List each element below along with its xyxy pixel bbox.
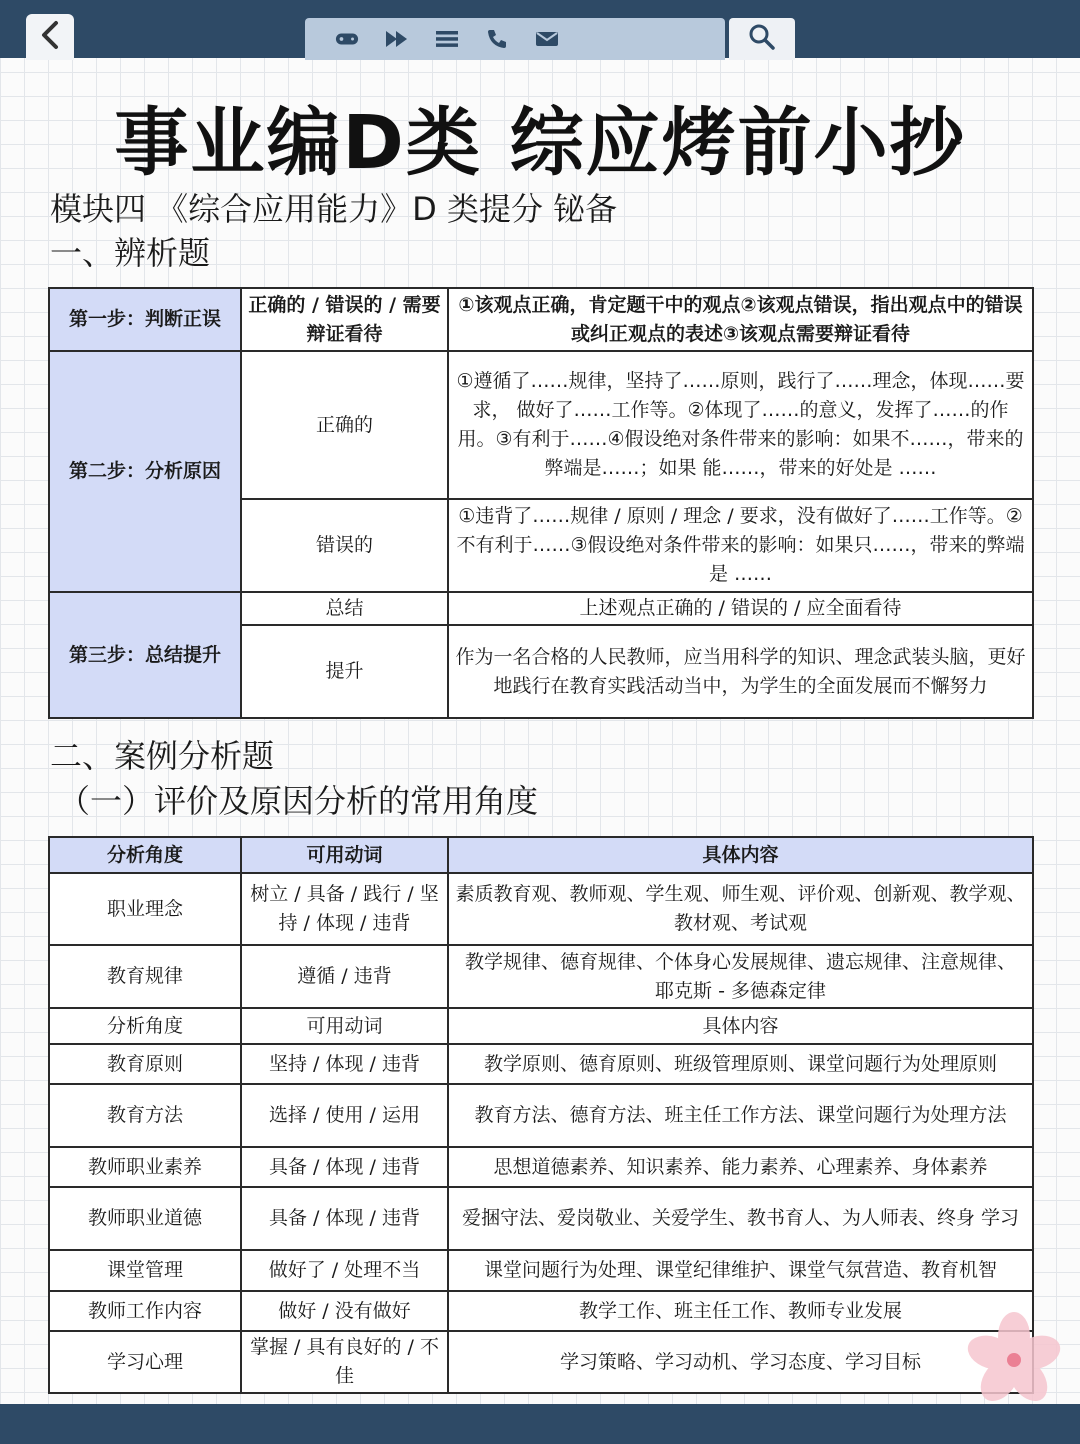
table-cell: 上述观点正确的 / 错误的 / 应全面看待 xyxy=(448,592,1033,625)
phone-icon[interactable] xyxy=(485,30,509,48)
table-cell: 学习心理 xyxy=(49,1331,241,1393)
column-header: 分析角度 xyxy=(49,837,241,873)
table-row xyxy=(49,1291,1033,1331)
section-2-title: 二、案例分析题 xyxy=(50,737,275,775)
back-button[interactable] xyxy=(26,14,74,60)
section-1-title: 一、辨析题 xyxy=(50,234,211,272)
table-row xyxy=(49,592,1033,625)
table-header-row xyxy=(49,837,1033,873)
table-cell: 职业理念 xyxy=(49,873,241,945)
table-cell: 具备 / 体现 / 违背 xyxy=(241,1147,448,1187)
table-cell: 教学规律、德育规律、个体身心发展规律、遗忘规律、注意规律、 耶克斯 - 多德森定律 xyxy=(448,945,1033,1008)
table-row xyxy=(49,1187,1033,1250)
analysis-steps-table xyxy=(48,287,1034,719)
table-row xyxy=(49,351,1033,499)
table-cell: 教师职业道德 xyxy=(49,1187,241,1250)
table-cell: 教育方法、德育方法、班主任工作方法、课堂问题行为处理方法 xyxy=(448,1084,1033,1147)
table-row xyxy=(49,1147,1033,1187)
table-row xyxy=(49,873,1033,945)
table-cell: 错误的 xyxy=(241,499,448,592)
section-2-subtitle: （一）评价及原因分析的常用角度 xyxy=(58,782,539,820)
table-cell: 教育方法 xyxy=(49,1084,241,1147)
list-icon[interactable] xyxy=(435,30,459,48)
table-cell: 做好 / 没有做好 xyxy=(241,1291,448,1331)
gamepad-icon[interactable] xyxy=(335,30,359,48)
table-cell: 具体内容 xyxy=(448,1008,1033,1044)
table-cell: 学习策略、学习动机、学习态度、学习目标 xyxy=(448,1331,1033,1393)
table-cell: 教师工作内容 xyxy=(49,1291,241,1331)
search-icon xyxy=(748,23,776,55)
table-cell: 素质教育观、教师观、学生观、师生观、评价观、创新观、教学观、 教材观、考试观 xyxy=(448,873,1033,945)
table-row xyxy=(49,1250,1033,1291)
table-cell: 提升 xyxy=(241,625,448,718)
table-row xyxy=(49,1008,1033,1044)
table-cell: 做好了 / 处理不当 xyxy=(241,1250,448,1291)
table-cell: ①遵循了……规律，坚持了……原则，践行了……理念，体现……要求， 做好了……工作等。②体现了……的意义，发挥了……的作用。③有利于……④假设绝对条件带来的影响：如果不……，带来的弊端是……；如果 能……，带来的好处是 …… xyxy=(448,351,1033,499)
table-cell: 可用动词 xyxy=(241,1008,448,1044)
table-cell: 课堂问题行为处理、课堂纪律维护、课堂气氛营造、教育机智 xyxy=(448,1250,1033,1291)
table-row xyxy=(49,945,1033,1008)
table-row xyxy=(49,1044,1033,1084)
toolbar xyxy=(305,18,725,60)
table-cell: 教学原则、德育原则、班级管理原则、课堂问题行为处理原则 xyxy=(448,1044,1033,1084)
table-cell: 树立 / 具备 / 践行 / 坚持 / 体现 / 违背 xyxy=(241,873,448,945)
table-cell: 教育原则 xyxy=(49,1044,241,1084)
page-title: 事业编D类 综应烤前小抄 xyxy=(114,100,966,186)
table-cell: 课堂管理 xyxy=(49,1250,241,1291)
table-cell: 作为一名合格的人民教师，应当用科学的知识、理念武装头脑，更好 地践行在教育实践活动当中，为学生的全面发展而不懈努力 xyxy=(448,625,1033,718)
step-2-label: 第二步：分析原因 xyxy=(49,351,241,592)
table-row xyxy=(49,1084,1033,1147)
table-cell: 思想道德素养、知识素养、能力素养、心理素养、身体素养 xyxy=(448,1147,1033,1187)
table-cell: ①违背了……规律 / 原则 / 理念 / 要求，没有做好了……工作等。②不有利于……③假设绝对条件带来的影响：如果只……，带来的弊端是 …… xyxy=(448,499,1033,592)
table-cell: 具备 / 体现 / 违背 xyxy=(241,1187,448,1250)
step-1-label: 第一步：判断正误 xyxy=(49,288,241,351)
table-cell: 教育规律 xyxy=(49,945,241,1008)
fast-forward-icon[interactable] xyxy=(385,30,409,48)
table-cell: ①该观点正确，肯定题干中的观点②该观点错误，指出观点中的错误或纠正观点的表述③该观点需要辩证看待 xyxy=(448,288,1033,351)
table-cell: 坚持 / 体现 / 违背 xyxy=(241,1044,448,1084)
table-cell: 总结 xyxy=(241,592,448,625)
table-cell: 正确的 / 错误的 / 需要辩证看待 xyxy=(241,288,448,351)
table-cell: 分析角度 xyxy=(49,1008,241,1044)
column-header: 可用动词 xyxy=(241,837,448,873)
case-analysis-table xyxy=(48,836,1034,1394)
table-cell: 遵循 / 违背 xyxy=(241,945,448,1008)
table-cell: 选择 / 使用 / 运用 xyxy=(241,1084,448,1147)
column-header: 具体内容 xyxy=(448,837,1033,873)
table-row xyxy=(49,288,1033,351)
table-cell: 教学工作、班主任工作、教师专业发展 xyxy=(448,1291,1033,1331)
table-cell: 掌握 / 具有良好的 / 不佳 xyxy=(241,1331,448,1393)
cherry-blossom-icon xyxy=(960,1306,1068,1414)
table-cell: 教师职业素养 xyxy=(49,1147,241,1187)
step-3-label: 第三步：总结提升 xyxy=(49,592,241,718)
module-line: 模块四 《综合应用能力》D 类提分 铋备 xyxy=(50,190,618,228)
table-row xyxy=(49,1331,1033,1393)
mail-icon[interactable] xyxy=(535,30,559,48)
bottom-bar xyxy=(0,1404,1080,1444)
table-cell: 正确的 xyxy=(241,351,448,499)
table-cell: 爱捆守法、爱岗敬业、关爱学生、教书育人、为人师表、终身 学习 xyxy=(448,1187,1033,1250)
search-button[interactable] xyxy=(729,18,795,60)
chevron-left-icon xyxy=(39,20,61,54)
